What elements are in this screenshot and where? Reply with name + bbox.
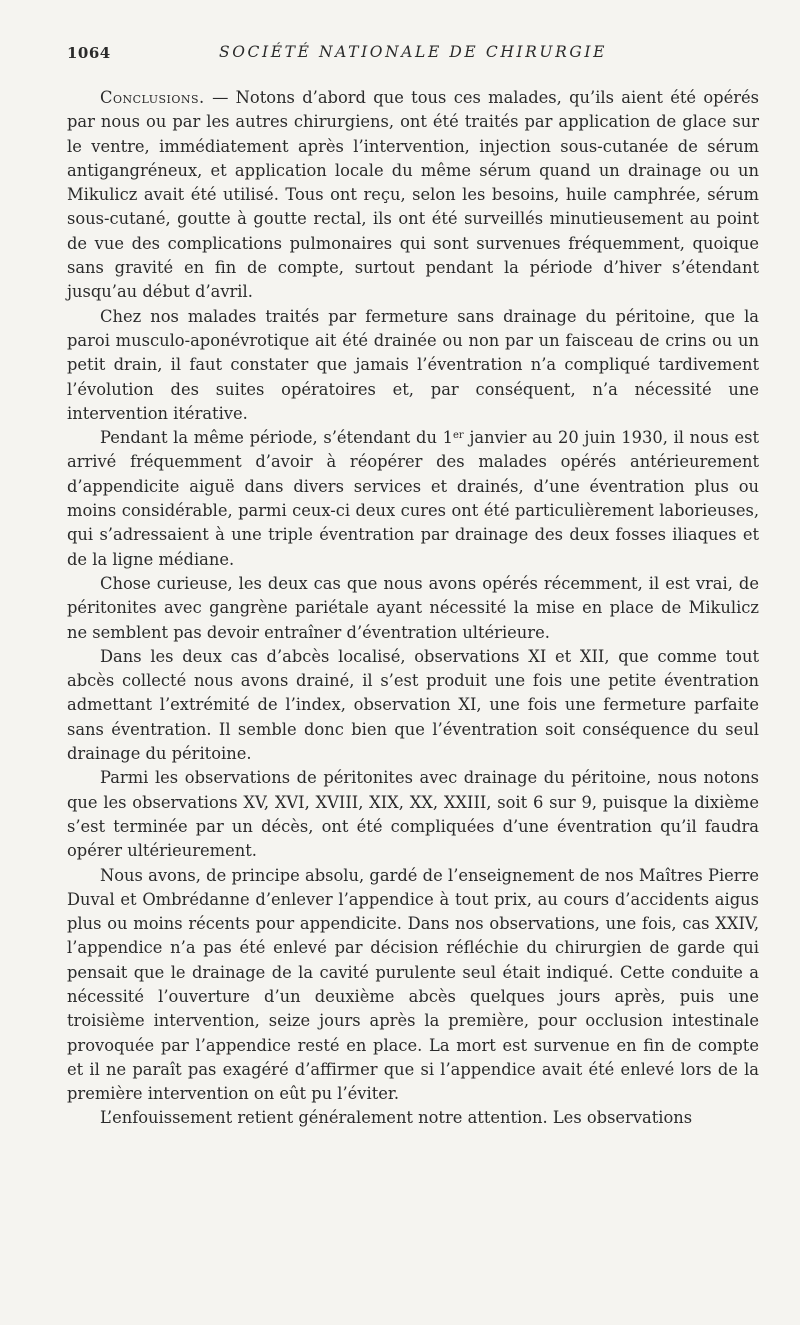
page-number: 1064 — [67, 44, 111, 62]
ordinal-superscript: er — [452, 430, 464, 442]
paragraph-principle: Nous avons, de principe absolu, gardé de l’enseignement de nos Maîtres Pierre Duval et Ombrédanne d’enlever l’appendice à tout prix, au cours d’accidents aigus plus ou moins récents pour appendicite. Dans nos observations, une fois, cas XXIV, l’appendice n’a pas été enlevé par décision réfléchie du chirurgien de garde qui pensait que le drainage de la cavité purulente seul était indiqué. Cette conduite a nécessité l’ouverture d’un deuxième abcès quelques jours après, puis une troisième intervention, seize jours après la première, pour occlusion intestinale provoquée par l’appendice resté en place. La mort est survenue en fin de compte et il ne paraît pas exagéré d’affirmer que si l’appendice avait été enlevé lors de la première intervention on eût pu l’éviter. — [67, 865, 759, 1104]
paragraph-abscess: Dans les deux cas d’abcès localisé, observations XI et XII, que comme tout abcès collecté nous avons drainé, il s’est produit une fois une petite éventration admettant l’extrémité de l’index, observation XI, une fois une fermeture parfaite sans éventration. Il semble donc bien que l’éventration soit conséquence du seul drainage du péritoine. — [67, 646, 759, 764]
page-header — [67, 40, 759, 70]
paragraph-period — [67, 426, 759, 572]
paragraph-text: Pendant la même période, s’étendant du 1 — [100, 428, 453, 448]
paragraph-peritonitis: Parmi les observations de péritonites avec drainage du péritoine, nous notons que les observations XV, XVI, XVIII, XIX, XX, XXIII, soit 6 sur 9, puisque la dixième s’est terminée par un décès, ont été compliquées d’une éventration qu’il faudra opérer ultérieurement. — [67, 768, 759, 861]
paragraph-curious-cases: Chose curieuse, les deux cas que nous avons opérés récemment, il est vrai, de péritonites avec gangrène pariétale ayant nécessité la mise en place de Mikulicz ne semblent pas devoir entraîner d’éventration ultérieure. — [67, 573, 759, 642]
paragraph-text: janvier au 20 juin 1930, il nous est arrivé fréquemment d’avoir à réopérer des malades opérés antérieurement d’appendicite aiguë dans divers services et drainés, d’une éventration plus ou moins considérable, parmi ceux-ci deux cures ont été particulièrement laborieuses, qui s’adressaient à une triple éventration par drainage des deux fosses iliaques et de la ligne médiane. — [67, 428, 760, 569]
running-title: SOCIÉTÉ NATIONALE DE CHIRURGIE — [219, 43, 607, 61]
conclusions-lead: Conclusions. — [100, 88, 205, 107]
paragraph-enfouissement: L’enfouissement retient généralement notre attention. Les observations — [100, 1108, 693, 1128]
body-text — [67, 86, 759, 1131]
paragraph-text: — Notons d’abord que tous ces malades, qu’ils aient été opérés par nous ou par les autres chirurgiens, ont été traités par application de glace sur le ventre, immédiatement après l’intervention, injection sous-cutanée de sérum antigangréneux, et application locale du même sérum quand un drainage ou un Mikulicz avait été utilisé. Tous ont reçu, selon les besoins, huile camphrée, sérum sous-cutané, goutte à goutte rectal, ils ont été surveillés minutieusement au point de vue des complications pulmonaires qui sont survenues fréquemment, quoique sans gravité en fin de compte, surtout pendant la période d’hiver s’étendant jusqu’au début d’avril. — [67, 88, 759, 302]
paragraph-drainage: Chez nos malades traités par fermeture sans drainage du péritoine, que la paroi musculo-aponévrotique ait été drainée ou non par un faisceau de crins ou un petit drain, il faut constater que jamais l’éventration n’a compliqué tardivement l’évolution des suites opératoires et, par conséquent, n’a nécessité une intervention itérative. — [67, 306, 759, 423]
document-page — [67, 40, 759, 1131]
paragraph-conclusions — [67, 86, 759, 305]
